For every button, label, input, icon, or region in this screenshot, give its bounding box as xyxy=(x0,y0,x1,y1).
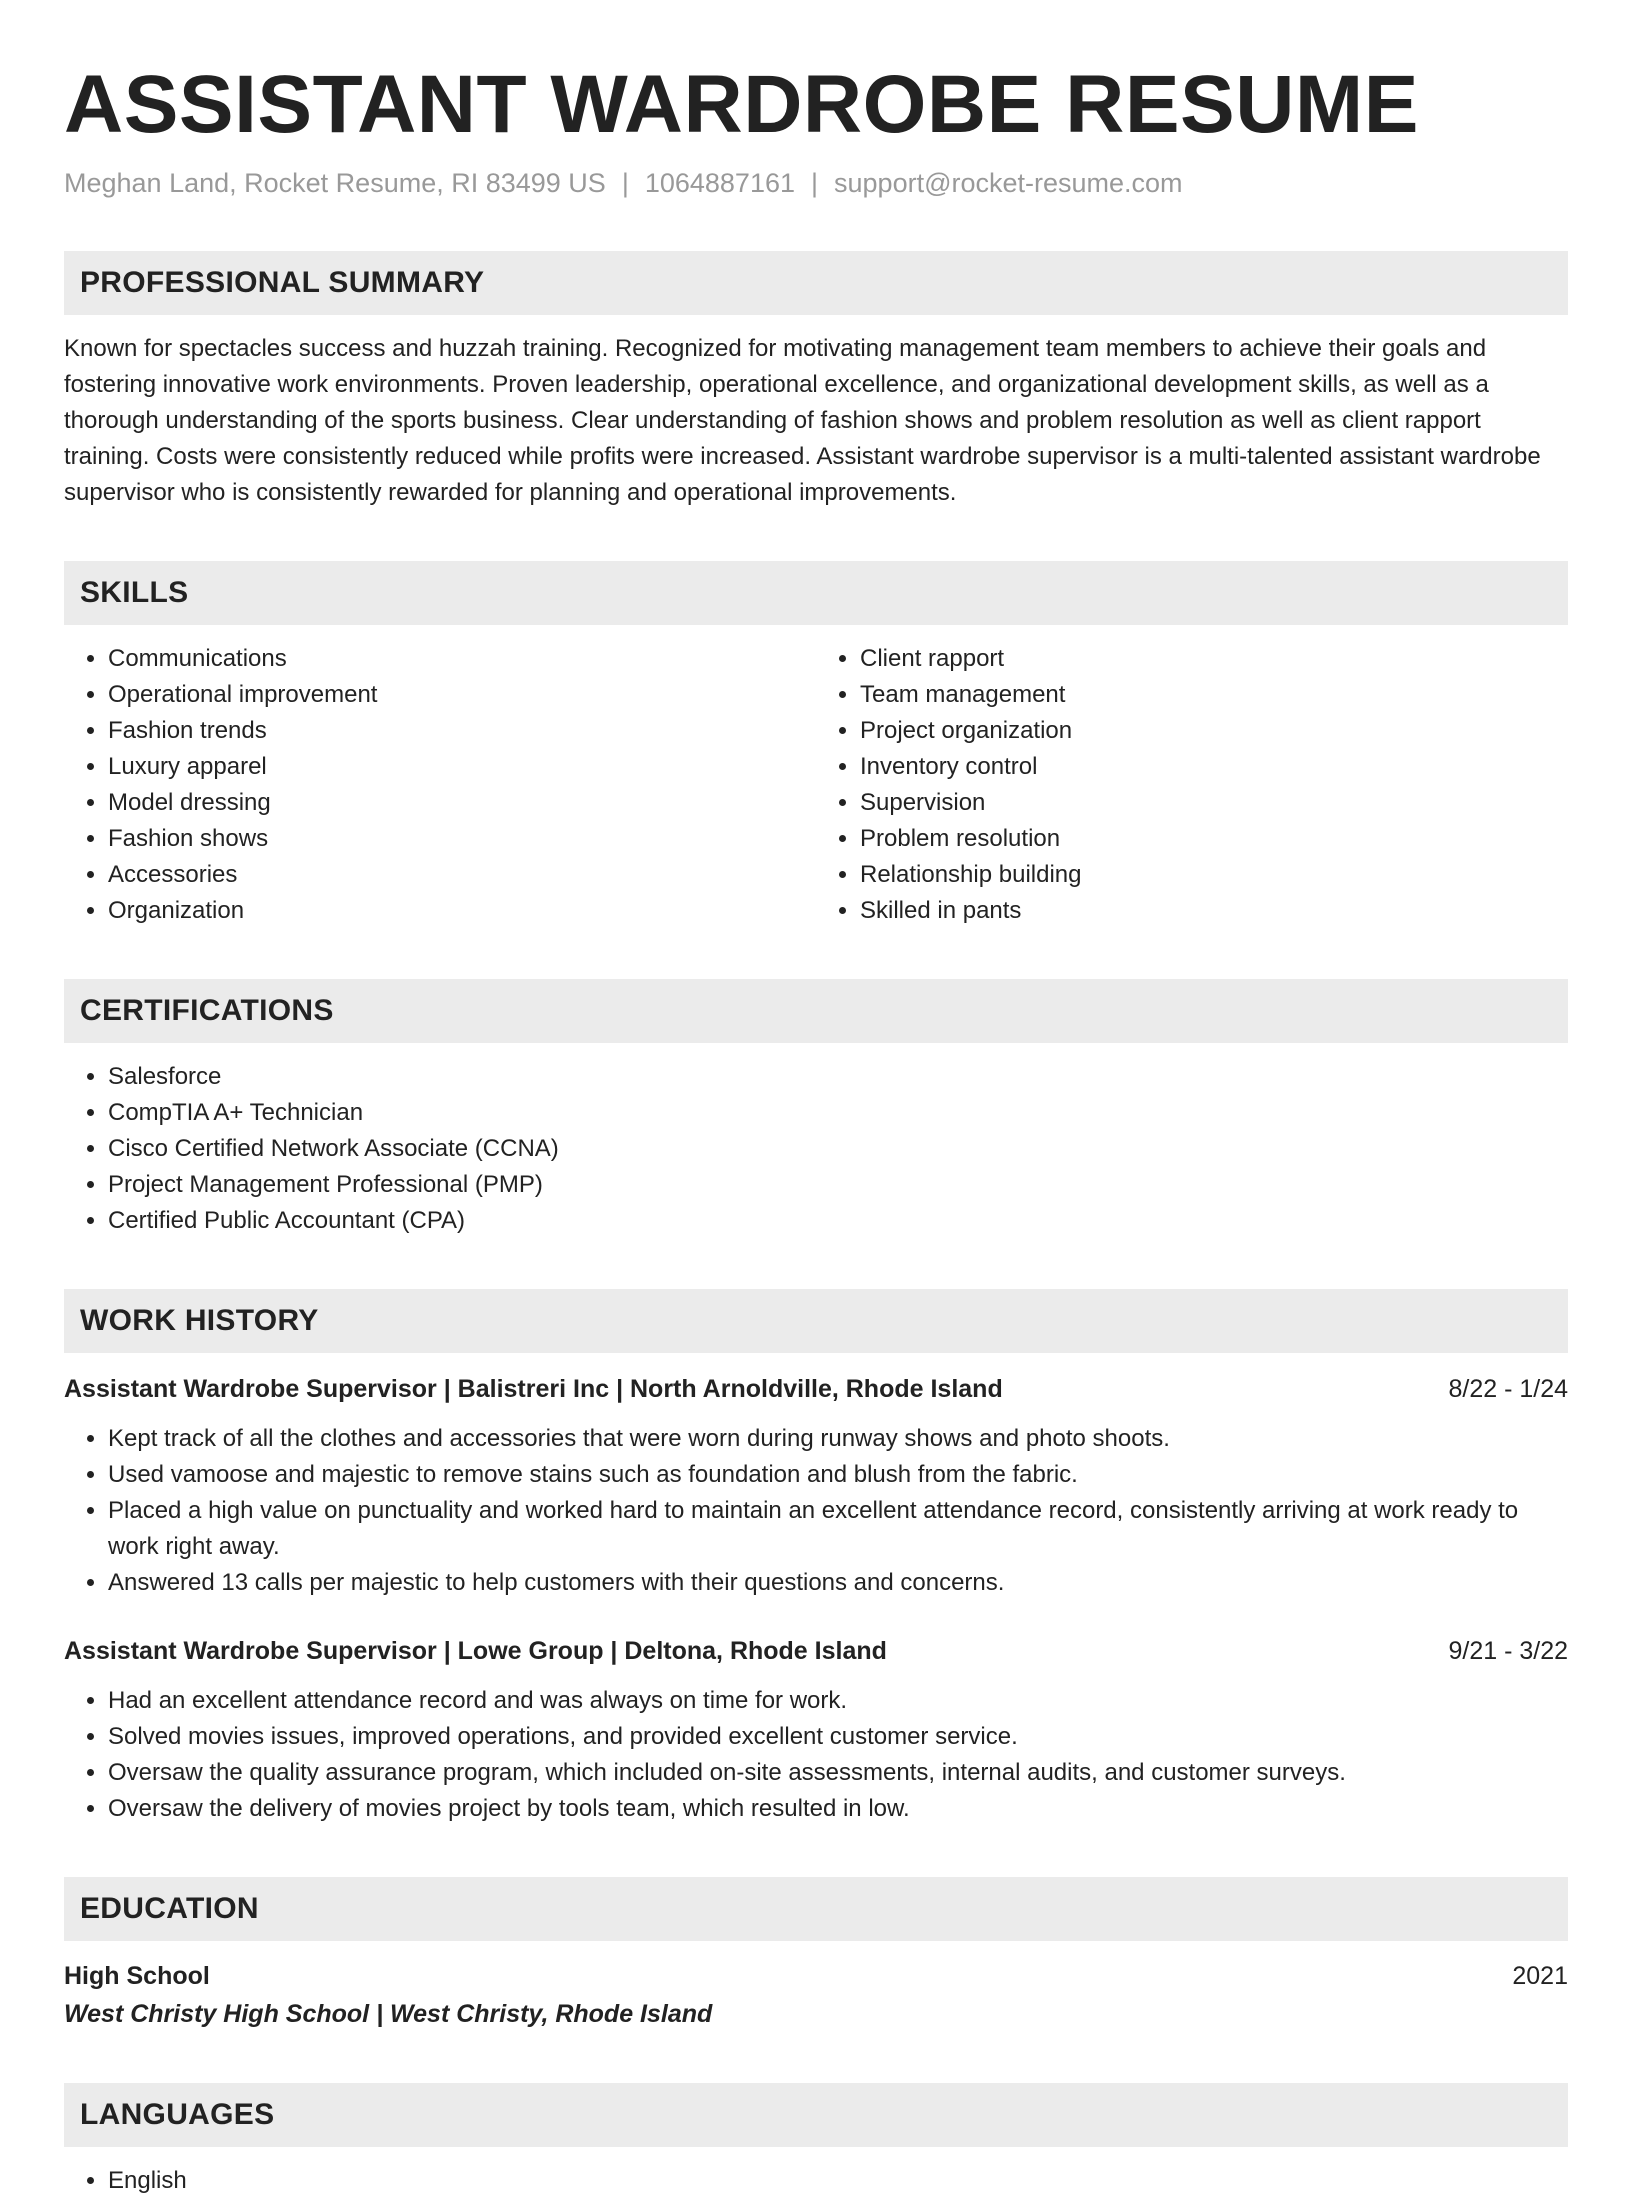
languages-list xyxy=(64,2163,1568,2199)
contact-phone: 1064887161 xyxy=(644,168,795,199)
skill-item: • Accessories xyxy=(108,857,816,893)
education-heading: EDUCATION xyxy=(64,1877,1568,1941)
skills-columns xyxy=(64,641,1568,929)
job-bullet: • Answered 13 calls per majestic to help customers with their questions and concerns. xyxy=(108,1565,1568,1601)
certification-item: • Certified Public Accountant (CPA) xyxy=(108,1203,1568,1239)
contact-email: support@rocket-resume.com xyxy=(834,168,1183,199)
job-entry xyxy=(64,1371,1568,1601)
job-dates: 8/22 - 1/24 xyxy=(1448,1375,1568,1404)
skills-heading: SKILLS xyxy=(64,561,1568,625)
certifications-heading: CERTIFICATIONS xyxy=(64,979,1568,1043)
skills-list-left xyxy=(64,641,816,929)
job-bullet: • Kept track of all the clothes and accessories that were worn during runway shows and photo shoots. xyxy=(108,1421,1568,1457)
job-dates: 9/21 - 3/22 xyxy=(1448,1637,1568,1666)
skill-item: • Problem resolution xyxy=(860,821,1568,857)
certification-item: • Salesforce xyxy=(108,1059,1568,1095)
language-item: • English xyxy=(108,2163,1568,2199)
contact-separator: | xyxy=(811,168,819,199)
job-bullet: • Had an excellent attendance record and was always on time for work. xyxy=(108,1683,1568,1719)
skill-item: • Team management xyxy=(860,677,1568,713)
job-bullets xyxy=(64,1683,1568,1827)
skill-item: • Skilled in pants xyxy=(860,893,1568,929)
education-year: 2021 xyxy=(1512,1962,1568,1991)
languages-heading: LANGUAGES xyxy=(64,2083,1568,2147)
skill-item: • Communications xyxy=(108,641,816,677)
skill-item: • Model dressing xyxy=(108,785,816,821)
skill-item: • Organization xyxy=(108,893,816,929)
skill-item: • Operational improvement xyxy=(108,677,816,713)
job-header xyxy=(64,1633,1568,1669)
resume-title: ASSISTANT WARDROBE RESUME xyxy=(64,59,1419,150)
job-bullet: • Used vamoose and majestic to remove stains such as foundation and blush from the fabric. xyxy=(108,1457,1568,1493)
job-bullet: • Placed a high value on punctuality and worked hard to maintain an excellent attendance record, consistently arriving at work ready to work right away. xyxy=(108,1493,1568,1565)
job-bullet: • Oversaw the quality assurance program, which included on-site assessments, internal audits, and customer surveys. xyxy=(108,1755,1568,1791)
job-title: Assistant Wardrobe Supervisor | Balistreri Inc | North Arnoldville, Rhode Island xyxy=(64,1375,1003,1404)
certification-item: • CompTIA A+ Technician xyxy=(108,1095,1568,1131)
contact-address: Meghan Land, Rocket Resume, RI 83499 US xyxy=(64,168,606,199)
contact-separator: | xyxy=(621,168,629,199)
skill-item: • Fashion shows xyxy=(108,821,816,857)
summary-text: Known for spectacles success and huzzah training. Recognized for motivating management team members to achieve their goals and fostering innovative work environments. Proven leadership, operational excellence, and organizational development skills, as well as a thorough understanding of the sports business. Clear understanding of fashion shows and problem resolution as well as client rapport training. Costs were consistently reduced while profits were increased. Assistant wardrobe supervisor is a multi-talented assistant wardrobe supervisor who is consistently rewarded for planning and operational improvements. xyxy=(64,335,1541,507)
certification-item: • Cisco Certified Network Associate (CCNA) xyxy=(108,1131,1568,1167)
skill-item: • Luxury apparel xyxy=(108,749,816,785)
job-entry xyxy=(64,1633,1568,1827)
contact-line xyxy=(64,166,1568,201)
skill-item: • Client rapport xyxy=(860,641,1568,677)
skills-list-right xyxy=(816,641,1568,929)
education-header xyxy=(64,1957,1568,1995)
work-history-heading: WORK HISTORY xyxy=(64,1289,1568,1353)
skill-item: • Supervision xyxy=(860,785,1568,821)
job-bullet: • Solved movies issues, improved operations, and provided excellent customer service. xyxy=(108,1719,1568,1755)
certification-item: • Project Management Professional (PMP) xyxy=(108,1167,1568,1203)
certifications-list xyxy=(64,1059,1568,1239)
education-school: West Christy High School | West Christy, Rhode Island xyxy=(64,2000,713,2029)
job-bullets xyxy=(64,1421,1568,1601)
education-degree: High School xyxy=(64,1962,210,1991)
job-bullet: • Oversaw the delivery of movies project by tools team, which resulted in low. xyxy=(108,1791,1568,1827)
summary-heading: PROFESSIONAL SUMMARY xyxy=(64,251,1568,315)
skill-item: • Fashion trends xyxy=(108,713,816,749)
job-title: Assistant Wardrobe Supervisor | Lowe Group | Deltona, Rhode Island xyxy=(64,1637,887,1666)
skill-item: • Project organization xyxy=(860,713,1568,749)
skill-item: • Relationship building xyxy=(860,857,1568,893)
job-header xyxy=(64,1371,1568,1407)
skill-item: • Inventory control xyxy=(860,749,1568,785)
